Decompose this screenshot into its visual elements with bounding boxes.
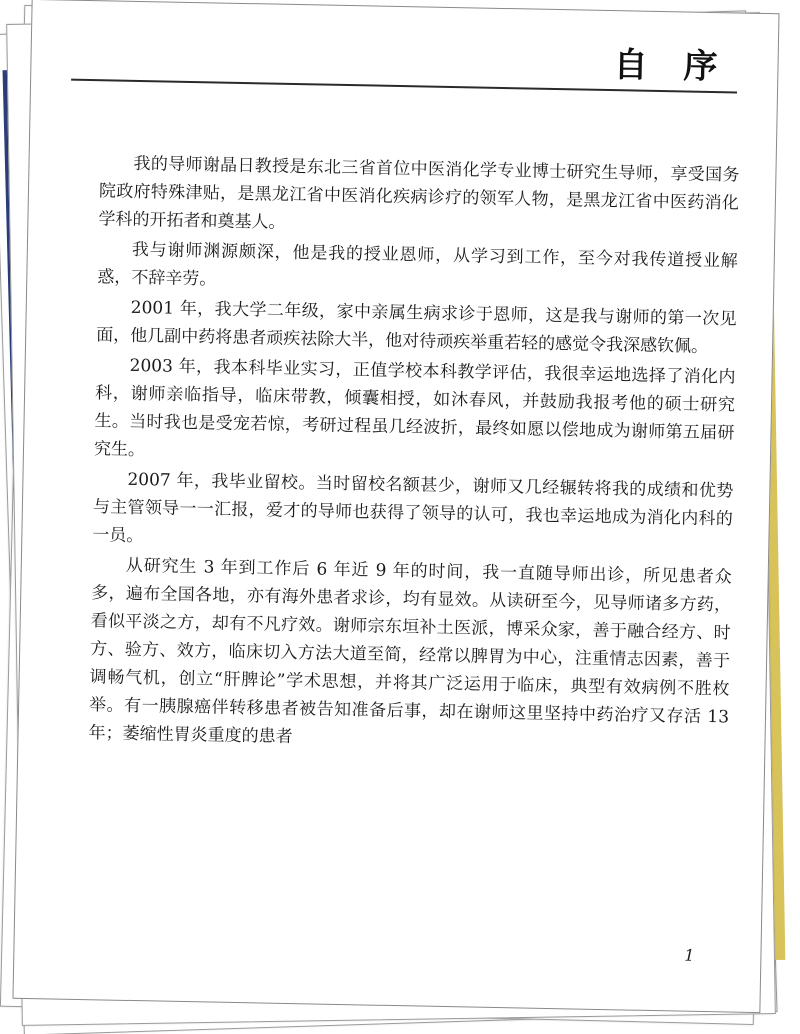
paragraph: 我的导师谢晶日教授是东北三省首位中医消化学专业博士研究生导师，享受国务院政府特殊津贴，是黑龙江省中医消化疾病诊疗的领军人物，是黑龙江省中医药消化学科的开拓者和奠基人。 [98, 153, 740, 233]
paragraph: 2007 年，我毕业留校。当时留校名额甚少，谢师又几经辗转将我的成绩和优势与主管领导一一汇报，爱才的导师也获得了领导的认可，我也幸运地成为消化内科的一员。 [92, 469, 734, 547]
paragraph: 我与谢师渊源颇深，他是我的授业恩师，从学习到工作，至今对我传道授业解惑，不辞辛劳。 [97, 239, 738, 290]
paragraph: 2001 年，我大学二年级，家中亲属生病求诊于恩师，这是我与谢师的第一次见面，他几副中药将患者顽疾祛除大半，他对待顽疾举重若轻的感觉令我深感钦佩。 [96, 297, 737, 357]
preface-body [88, 149, 739, 761]
paragraph: 从研究生 3 年到工作后 6 年近 9 年的时间，我一直随导师出诊，所见患者众多，遍布全国各地，亦有海外患者求诊，均有显效。从读研至今，见导师诸多方药，看似平淡之方，却有不凡疗效。谢师宗东垣补土医派，博采众家，善于融合经方、时方、验方、效方，临床切入方法大道至简，经常以脾胃为中心，注重情志因素，善于调畅气机，创立“肝脾论”学术思想，并将其广泛运用于临床，典型有效病例不胜枚举。有一胰腺癌伴转移患者被告知准备后事，却在谢师这里坚持中药治疗又存活 13 年；萎缩性胃炎重度的患者 [88, 555, 732, 748]
page-number: 1 [684, 945, 695, 965]
paragraph: 2003 年，我本科毕业实习，正值学校本科教学评估，我很幸运地选择了消化内科，谢师亲临指导，临床带教，倾囊相授，如沐春风，并鼓励我报考他的硕士研究生。当时我也是受宠若惊，考研过程虽几经波折，最终如愿以偿地成为谢师第五届研究生。 [93, 355, 736, 461]
document-page [12, 0, 779, 1013]
page-title: 自 序 [613, 45, 730, 88]
